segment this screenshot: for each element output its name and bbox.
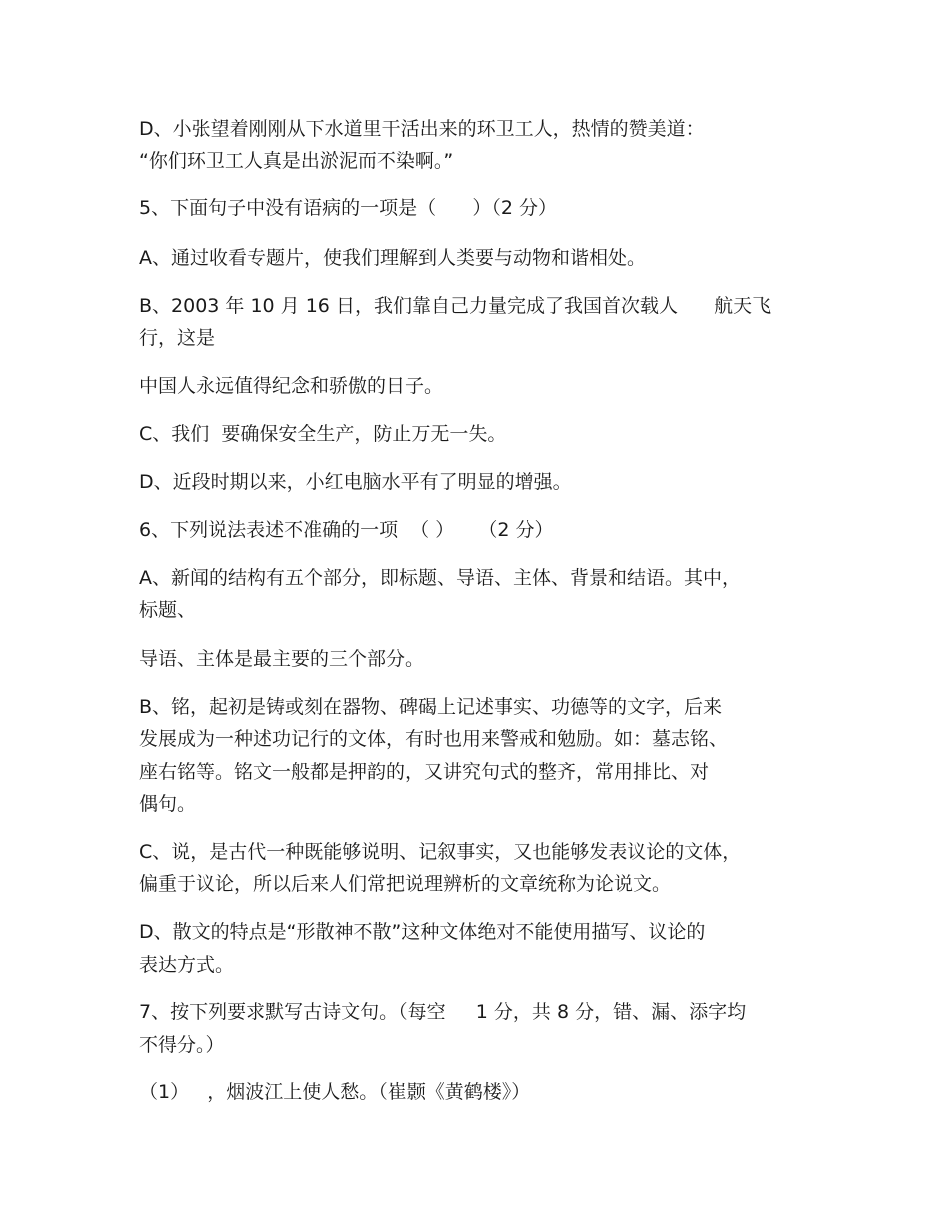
option-c-q5: C、我们 要确保安全生产，防止万无一失。 (139, 423, 507, 445)
option-a-q6-line-1: A、新闻的结构有五个部分，即标题、导语、主体、背景和结语。其中， (139, 567, 741, 589)
option-b-q5-line-2: 行，这是 (139, 327, 216, 349)
question-7-item-1: （1） ，烟波江上使人愁。（崔颢《黄鹤楼》） (139, 1081, 531, 1103)
question-6-stem: 6、下列说法表述不准确的一项 （ ） （2 分） (139, 519, 554, 541)
option-d-q6-line-2: 表达方式。 (139, 954, 235, 976)
option-c-q6-line-2: 偏重于议论，所以后来人们常把说理辨析的文章统称为论说文。 (139, 873, 672, 895)
option-b-q6-line-4: 偶句。 (139, 793, 197, 815)
option-b-q6-line-3: 座右铭等。铭文一般都是押韵的，又讲究句式的整齐，常用排比、对 (139, 761, 710, 783)
option-b-q6-line-1: B、铭，起初是铸或刻在器物、碑碣上记述事实、功德等的文字，后来 (139, 696, 723, 718)
option-d-q4-line-2: “你们环卫工人真是出淤泥而不染啊。” (139, 150, 454, 172)
option-d-q6-line-1: D、散文的特点是“形散神不散”这种文体绝对不能使用描写、议论的 (139, 921, 706, 943)
question-7-stem-line-1: 7、按下列要求默写古诗文句。（每空 1 分，共 8 分，错、漏、添字均 (139, 1001, 747, 1023)
option-b-q6-line-2: 发展成为一种述功记行的文体，有时也用来警戒和勉励。如：墓志铭、 (139, 728, 729, 750)
option-d-q5: D、近段时期以来，小红电脑水平有了明显的增强。 (139, 471, 572, 493)
question-5-stem: 5、下面句子中没有语病的一项是（ ）（2 分） (139, 197, 557, 219)
option-d-q4-line-1: D、小张望着刚刚从下水道里干活出来的环卫工人，热情的赞美道： (139, 118, 705, 140)
option-a-q6-line-3: 导语、主体是最主要的三个部分。 (139, 648, 425, 670)
question-7-stem-line-2: 不得分。） (139, 1034, 225, 1056)
option-c-q6-line-1: C、说，是古代一种既能够说明、记叙事实，又也能够发表议论的文体， (139, 841, 742, 863)
option-b-q5-line-3: 中国人永远值得纪念和骄傲的日子。 (139, 375, 444, 397)
option-a-q6-line-2: 标题、 (139, 599, 197, 621)
option-b-q5-line-1: B、2003 年 10 月 16 日，我们靠自己力量完成了我国首次载人 航天飞 (139, 295, 772, 317)
option-a-q5: A、通过收看专题片，使我们理解到人类要与动物和谐相处。 (139, 247, 646, 269)
